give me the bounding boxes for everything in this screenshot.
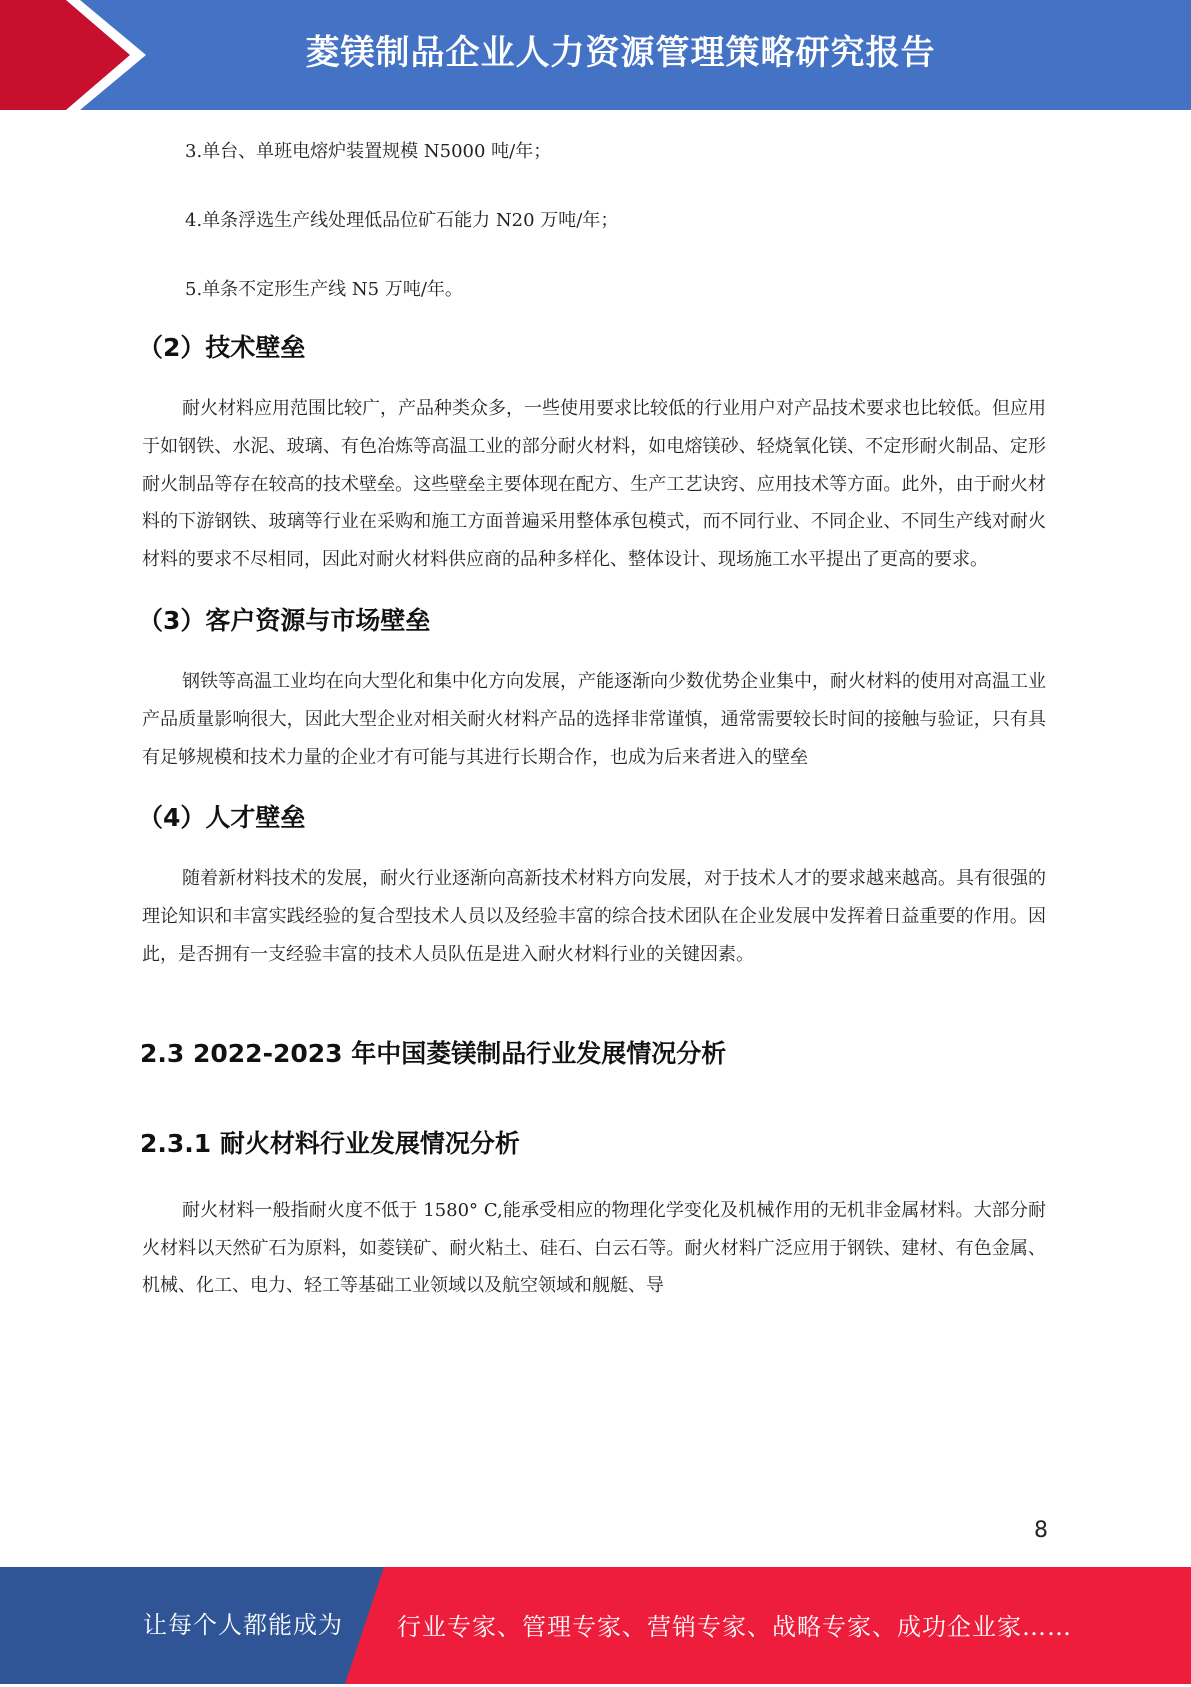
paragraph-talent-barrier: 随着新材料技术的发展，耐火行业逐渐向高新技术材料方向发展，对于技术人才的要求越来越高。具有很强的理论知识和丰富实践经验的复合型技术人员以及经验丰富的综合技术团队在企业发展中发挥着日益重要的作用。因此，是否拥有一支经验丰富的技术人员队伍是进入耐火材料行业的关键因素。 xyxy=(142,868,1046,965)
list-item: 5.单条不定形生产线 N5 万吨/年。 xyxy=(185,279,463,300)
section-heading: 2.3 2022-2023 年中国菱镁制品行业发展情况分析 xyxy=(140,1038,727,1068)
heading-technical-barrier: （2）技术壁垒 xyxy=(138,333,306,362)
report-title: 菱镁制品企业人力资源管理策略研究报告 xyxy=(305,33,936,73)
page-content xyxy=(138,132,1046,1327)
subsection-heading: 2.3.1 耐火材料行业发展情况分析 xyxy=(140,1128,520,1158)
footer-slogan-left: 让每个人都能成为 xyxy=(143,1611,343,1639)
page-header xyxy=(0,0,1191,110)
heading-customer-market-barrier: （3）客户资源与市场壁垒 xyxy=(138,605,431,635)
paragraph-technical-barrier: 耐火材料应用范围比较广，产品种类众多，一些使用要求比较低的行业用户对产品技术要求也比较低。但应用于如钢铁、水泥、玻璃、有色冶炼等高温工业的部分耐火材料，如电熔镁砂、轻烧氧化镁、不定形耐火制品、定形耐火制品等存在较高的技术壁垒。这些壁垒主要体现在配方、生产工艺诀窍、应用技术等方面。此外，由于耐火材料的下游钢铁、玻璃等行业在采购和施工方面普遍采用整体承包模式，而不同行业、不同企业、不同生产线对耐火材料的要求不尽相同，因此对耐火材料供应商的品种多样化、整体设计、现场施工水平提出了更高的要求。 xyxy=(142,398,1046,571)
header-arrow-graphic xyxy=(0,0,160,110)
page-footer xyxy=(0,1567,1191,1684)
list-item: 3.单台、单班电熔炉装置规模 N5000 吨/年； xyxy=(185,141,552,162)
paragraph-customer-market-barrier: 钢铁等高温工业均在向大型化和集中化方向发展，产能逐渐向少数优势企业集中，耐火材料的使用对高温工业产品质量影响很大，因此大型企业对相关耐火材料产品的选择非常谨慎，通常需要较长时间的接触与验证，只有具有足够规模和技术力量的企业才有可能与其进行长期合作，也成为后来者进入的壁垒 xyxy=(142,670,1046,768)
subsection-paragraph: 耐火材料一般指耐火度不低于 1580° C,能承受相应的物理化学变化及机械作用的无机非金属材料。大部分耐火材料以天然矿石为原料，如菱镁矿、耐火粘土、硅石、白云石等。耐火材料广泛应用于钢铁、建材、有色金属、机械、化工、电力、轻工等基础工业领域以及航空领域和舰艇、导 xyxy=(142,1199,1046,1297)
list-item: 4.单条浮选生产线处理低品位矿石能力 N20 万吨/年； xyxy=(185,210,619,231)
footer-slogan-right: 行业专家、管理专家、营销专家、战略专家、成功企业家…… xyxy=(397,1613,1072,1641)
page-number: 8 xyxy=(1034,1518,1048,1543)
heading-talent-barrier: （4）人才壁垒 xyxy=(138,803,306,833)
